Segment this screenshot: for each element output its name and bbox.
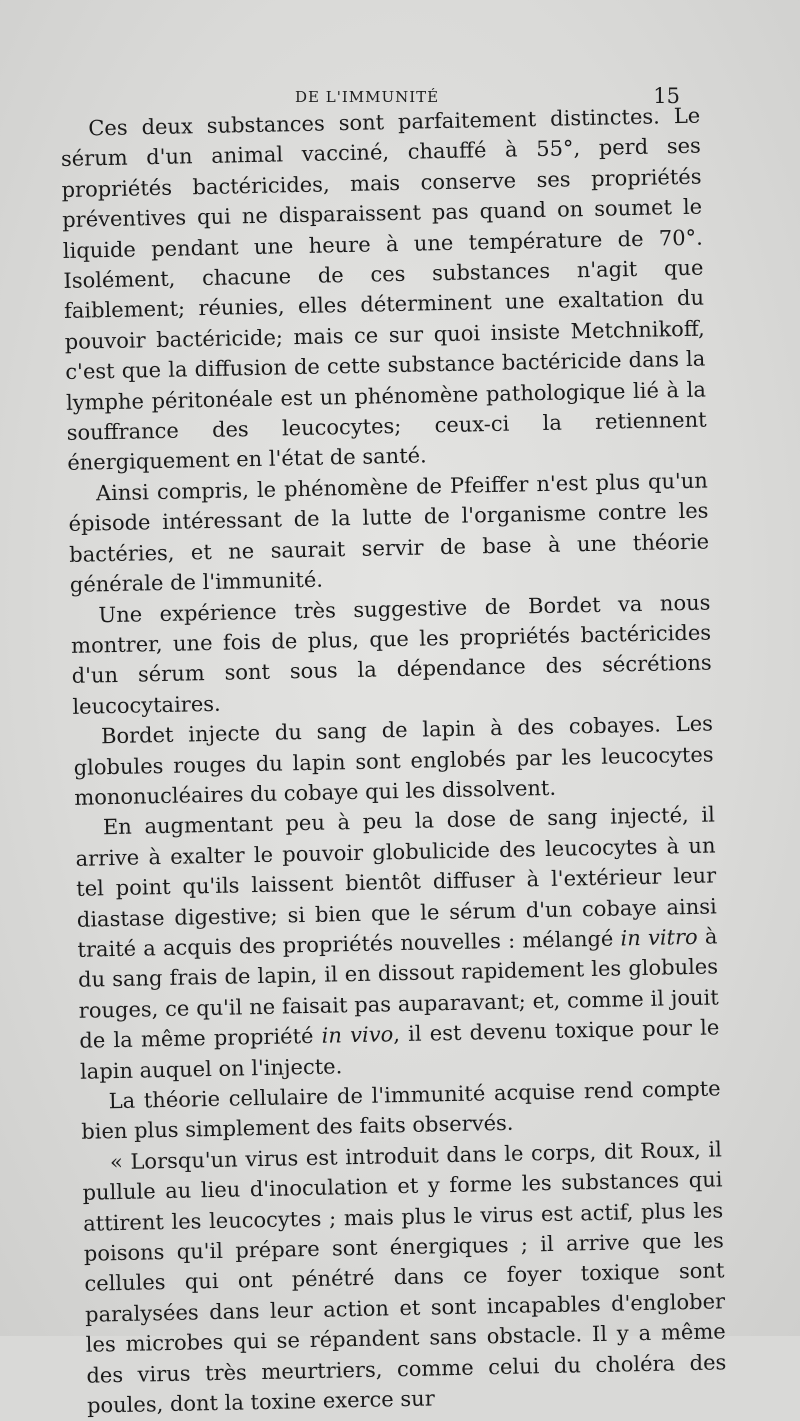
text-run: Ainsi compris, le phénomène de Pfeiffer n'est plus qu'un épisode intéressant de la lutte de l'organisme contre les bactéries, et ne saurait servir de base à une théorie générale de l'immunité. bbox=[68, 468, 710, 597]
text-run: Bordet injecte du sang de lapin à des cobayes. Les globules rouges du lapin sont englobés par les leucocytes mononucléaires du cobaye qui les dissolvent. bbox=[73, 711, 714, 810]
text-run: « Lorsqu'un virus est introduit dans le corps, dit Roux, il pullule au lieu d'inoculation et y forme les substances qui attirent les leucocytes ; mais plus le virus est actif, plus les poisons qu'il prépare sont énergiques ; il arrive que les cellules qui ont pénétré dans ce foyer toxique sont paralysées dans leur action et sont incapables d'englober les microbes qui se répandent sans obstacle. Il y a même des virus très meurtriers, comme celui du choléra des poules, dont la toxine exerce sur bbox=[82, 1137, 727, 1418]
page-number: 15 bbox=[653, 84, 680, 108]
italic-text-run: in vitro bbox=[620, 924, 698, 951]
paragraph bbox=[73, 709, 715, 814]
text-run: , il est devenu toxique pour le lapin auquel on l'injecte. bbox=[79, 1015, 720, 1084]
text-run: En augmentant peu à peu la dose de sang injecté, il arrive à exalter le pouvoir globulicide des leucocytes à un tel point qu'ils laissent bientôt diffuser à l'extérieur leur diastase digestive; si bien que le sérum d'un cobaye ainsi traité a acquis des propriétés nouvelles : mélangé bbox=[75, 802, 717, 962]
paragraph bbox=[75, 800, 721, 1087]
italic-text-run: in vivo bbox=[321, 1022, 394, 1048]
running-title: DE L'IMMUNITÉ bbox=[295, 88, 440, 106]
paragraph bbox=[60, 101, 708, 479]
text-run: à du sang frais de lapin, il en dissout rapidement les globules rouges, ce qu'il ne faisait pas auparavant; et, comme il jouit de la même propriété bbox=[77, 924, 719, 1053]
text-run: Une expérience très suggestive de Bordet va nous montrer, une fois de plus, que les propriétés bactéricides d'un sérum sont sous la dépendance des sécrétions leucocytaires. bbox=[70, 589, 712, 719]
paragraph bbox=[68, 465, 710, 600]
body-text bbox=[60, 101, 727, 1421]
text-run: Ces deux substances sont parfaitement distinctes. Le sérum d'un animal vacciné, chauffé à 55°, perd ses propriétés bactéricides, mais conserve ses propriétés préventives qui ne disparaissent pas quand on soumet le liquide pendant une heure à une température de 70°. Isolément, chacune de ces substances n'agit que faiblement; réunies, elles déterminent une exaltation du pouvoir bactéricide; mais ce sur quoi insiste Metchnikoff, c'est que la diffusion de cette substance bactéricide dans la lymphe péritonéale est un phénomène pathologique lié à la souffrance des leucocytes; ceux-ci la retiennent énergiquement en l'état de santé. bbox=[60, 103, 707, 476]
text-run: La théorie cellulaire de l'immunité acquise rend compte bien plus simplement des faits observés. bbox=[81, 1076, 721, 1145]
paragraph bbox=[82, 1134, 728, 1421]
paragraph bbox=[70, 587, 712, 722]
